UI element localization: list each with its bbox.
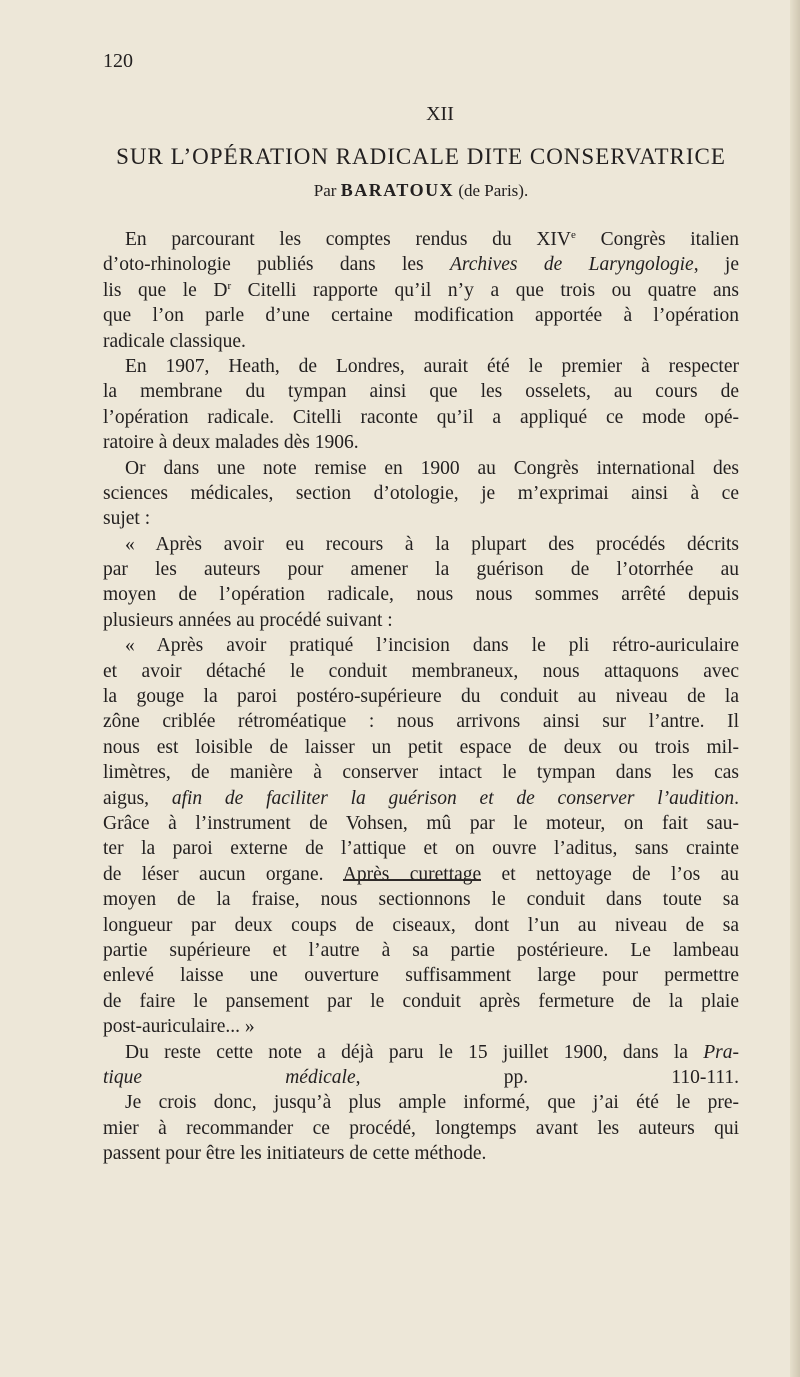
text-line: Du reste cette note a déjà paru le 15 juillet 1900, dans la Pra-	[125, 1041, 739, 1063]
text-line: radicale classique.	[103, 330, 246, 352]
italic-text: afin de faciliter la guérison et de conserver l’audition	[171, 787, 735, 809]
text-line: En 1907, Heath, de Londres, aurait été le premier à respecter	[125, 355, 739, 377]
article-title: SUR L’OPÉRATION RADICALE DITE CONSERVATRICE	[116, 144, 726, 169]
text-line: aigus, afin de faciliter la guérison et de conserver l’audition.	[103, 787, 739, 809]
text-line: « Après avoir eu recours à la plupart des procédés décrits	[125, 533, 739, 555]
text-line: et avoir détaché le conduit membraneux, nous attaquons avec	[103, 660, 739, 682]
italic-text: Archives de Laryngologie	[449, 254, 694, 276]
text-line: sciences médicales, section d’otologie, je m’exprimai ainsi à ce	[103, 482, 739, 504]
text-line: post-auriculaire... »	[103, 1016, 255, 1038]
text-line: ratoire à deux malades dès 1906.	[103, 432, 359, 454]
text-line: limètres, de manière à conserver intact le tympan dans les cas	[103, 762, 739, 784]
text-line: par les auteurs pour amener la guérison de l’otorrhée au	[103, 559, 739, 581]
text-line: Grâce à l’instrument de Vohsen, mû par le moteur, on fait sau-	[103, 812, 739, 834]
text-line: moyen de l’opération radicale, nous nous sommes arrêté depuis	[103, 584, 739, 606]
superscript: e	[570, 229, 576, 241]
text-line: nous est loisible de laisser un petit espace de deux ou trois mil-	[103, 736, 739, 758]
superscript: r	[227, 279, 232, 292]
text-line: passent pour être les initiateurs de cette méthode.	[103, 1143, 487, 1165]
byline-par: Par	[313, 181, 337, 200]
end-rule	[343, 879, 481, 881]
text-line: longueur par deux coups de ciseaux, dont l’un au niveau de sa	[103, 914, 739, 936]
italic-text: Pra-	[703, 1041, 739, 1063]
text-line: mier à recommander ce procédé, longtemps avant les auteurs qui	[103, 1117, 739, 1139]
page-number: 120	[103, 50, 133, 72]
text-line: lis que le $D^r$ Citelli rapporte qu’il n’y a que trois ou quatre ans	[103, 279, 740, 301]
text-line: d’oto-rhinologie publiés dans les Archives de Laryngologie, je	[103, 254, 739, 276]
text-line: Or dans une note remise en 1900 au Congrès international des	[125, 457, 739, 479]
text-line: zône criblée rétroméatique : nous arrivons ainsi sur l’antre. Il	[103, 711, 739, 733]
text-line: la membrane du tympan ainsi que les osselets, au cours de	[103, 381, 739, 403]
text-line: de faire le pansement par le conduit après fermeture de la plaie	[103, 990, 739, 1012]
author-place: (de Paris).	[458, 181, 529, 200]
text-line: partie supérieure et l’autre à sa partie postérieure. Le lambeau	[103, 939, 739, 961]
text-line: enlevé laisse une ouverture suffisamment large pour permettre	[103, 965, 739, 987]
italic-text: tique médicale	[103, 1066, 356, 1088]
text-line: la gouge la paroi postéro-supérieure du conduit au niveau de la	[103, 686, 739, 708]
text-line: de léser aucun organe. Après curettage et nettoyage de l’os au	[103, 863, 739, 885]
text-line: « Après avoir pratiqué l’incision dans le pli rétro-auriculaire	[125, 635, 739, 657]
text-line: tique médicale, pp. 110-111.	[103, 1066, 740, 1088]
text-line: que l’on parle d’une certaine modification apportée à l’opération	[103, 305, 739, 327]
text-line: sujet :	[103, 508, 151, 530]
text-line: plusieurs années au procédé suivant :	[103, 609, 393, 631]
page-edge	[790, 0, 800, 1377]
author-name: BARATOUX	[340, 180, 455, 200]
chapter-number: XII	[426, 103, 454, 125]
text-line: l’opération radicale. Citelli raconte qu’il a appliqué ce mode opé-	[103, 406, 739, 428]
text-line: En parcourant les comptes rendus du XIVe Congrès italien	[125, 229, 739, 250]
byline	[103, 180, 739, 201]
text-line: ter la paroi externe de l’attique et on ouvre l’aditus, sans crainte	[103, 838, 739, 860]
text-line: Je crois donc, jusqu’à plus ample informé, que j’ai été le pre-	[125, 1092, 739, 1114]
article-body	[103, 227, 739, 1166]
text-line: moyen de la fraise, nous sectionnons le conduit dans toute sa	[103, 889, 739, 911]
